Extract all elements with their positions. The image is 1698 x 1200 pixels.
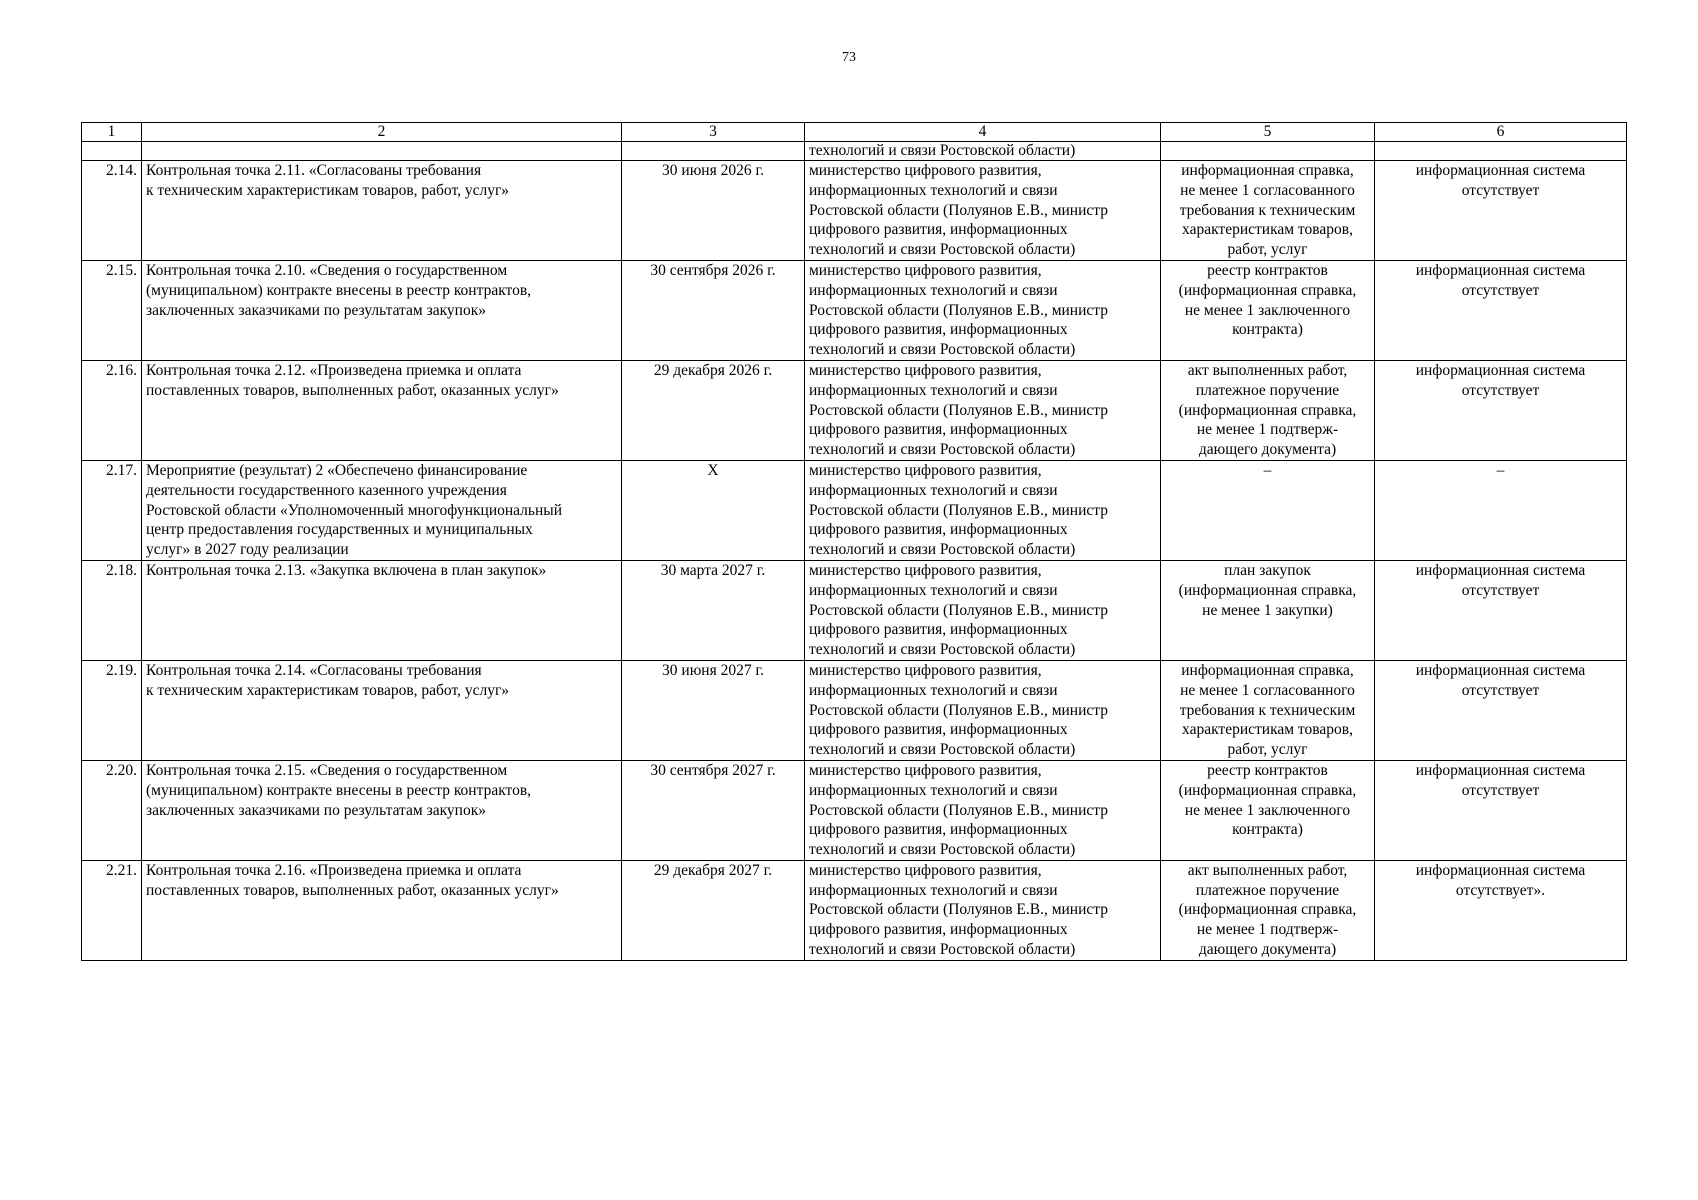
row-name-line: Контрольная точка 2.10. «Сведения о государственном (146, 261, 508, 279)
row-number-cell: 2.15. (82, 260, 142, 360)
table-row (82, 760, 1627, 860)
row-name-cell (142, 460, 622, 560)
row-system-line: отсутствует (1461, 181, 1540, 199)
table-row (82, 660, 1627, 760)
row-name-cell (142, 760, 622, 860)
header-cell-5: 5 (1161, 123, 1375, 142)
row-document-line: работ, услуг (1227, 241, 1308, 259)
table-row (82, 360, 1627, 460)
row-system-line: отсутствует (1461, 281, 1540, 299)
row-system-cell (1375, 460, 1627, 560)
page-number: 73 (842, 50, 856, 65)
continuation-cell-document (1161, 142, 1375, 161)
header-cell-3: 3 (622, 123, 805, 142)
table-row (82, 260, 1627, 360)
row-document-line: работ, услуг (1227, 741, 1308, 759)
row-name-line: Контрольная точка 2.14. «Согласованы требования (146, 661, 482, 679)
row-document-line: акт выполненных работ, (1187, 861, 1348, 879)
row-name-line: (муниципальном) контракте внесены в реестр контрактов, (146, 781, 532, 799)
row-date-cell: 30 июня 2027 г. (622, 660, 805, 760)
row-name-line: Мероприятие (результат) 2 «Обеспечено финансирование (146, 461, 528, 479)
row-responsible-line: информационных технологий и связи (809, 381, 1058, 399)
row-date-cell: 30 июня 2026 г. (622, 161, 805, 261)
row-responsible-line: технологий и связи Ростовской области) (809, 341, 1076, 359)
row-name-line: поставленных товаров, выполненных работ, оказанных услуг» (146, 881, 559, 899)
continuation-cell-num (82, 142, 142, 161)
continuation-line: технологий и связи Ростовской области) (809, 142, 1076, 159)
row-system-line: отсутствует (1461, 581, 1540, 599)
table-row (82, 860, 1627, 960)
row-responsible-line: Ростовской области (Полуянов Е.В., министр (809, 701, 1108, 719)
row-responsible-line: Ростовской области (Полуянов Е.В., министр (809, 901, 1108, 919)
row-number-cell: 2.20. (82, 760, 142, 860)
row-document-cell (1161, 560, 1375, 660)
row-responsible-line: Ростовской области (Полуянов Е.В., министр (809, 501, 1108, 519)
row-name-cell (142, 560, 622, 660)
row-document-line: контракта) (1232, 321, 1303, 339)
row-system-line: информационная система (1415, 561, 1586, 579)
row-system-line: информационная система (1415, 162, 1586, 179)
row-name-line: Контрольная точка 2.13. «Закупка включена в план закупок» (146, 561, 547, 579)
row-document-line: не менее 1 заключенного (1184, 301, 1351, 319)
row-document-line: требования к техническим (1179, 701, 1356, 719)
row-responsible-line: министерство цифрового развития, (809, 461, 1042, 479)
row-date-cell: Х (622, 460, 805, 560)
row-name-line: Контрольная точка 2.15. «Сведения о государственном (146, 761, 508, 779)
row-responsible-line: цифрового развития, информационных (809, 921, 1068, 939)
row-name-line: (муниципальном) контракте внесены в реестр контрактов, (146, 281, 532, 299)
row-document-line: не менее 1 подтверж- (1196, 421, 1339, 439)
row-document-cell (1161, 260, 1375, 360)
row-system-cell (1375, 260, 1627, 360)
row-name-cell (142, 260, 622, 360)
continuation-cell-system (1375, 142, 1627, 161)
row-responsible-line: Ростовской области (Полуянов Е.В., министр (809, 301, 1108, 319)
row-name-cell (142, 360, 622, 460)
row-document-line: (информационная справка, (1178, 401, 1357, 419)
row-document-cell (1161, 660, 1375, 760)
row-name-line: поставленных товаров, выполненных работ, оказанных услуг» (146, 381, 559, 399)
row-number-cell: 2.18. (82, 560, 142, 660)
row-system-cell (1375, 760, 1627, 860)
row-system-line: отсутствует (1461, 781, 1540, 799)
row-responsible-line: технологий и связи Ростовской области) (809, 841, 1076, 859)
row-date-cell: 30 сентября 2026 г. (622, 260, 805, 360)
row-responsible-line: информационных технологий и связи (809, 281, 1058, 299)
table-row (82, 161, 1627, 261)
continuation-cell-name (142, 142, 622, 161)
control-points-table (81, 122, 1627, 961)
row-number-cell: 2.16. (82, 360, 142, 460)
row-responsible-line: министерство цифрового развития, (809, 261, 1042, 279)
row-responsible-line: цифрового развития, информационных (809, 721, 1068, 739)
row-document-line: план закупок (1224, 561, 1311, 579)
row-responsible-line: цифрового развития, информационных (809, 421, 1068, 439)
row-responsible-line: министерство цифрового развития, (809, 162, 1042, 179)
row-responsible-line: технологий и связи Ростовской области) (809, 741, 1076, 759)
row-document-line: (информационная справка, (1178, 781, 1357, 799)
table-rows (82, 161, 1627, 961)
row-number-cell: 2.21. (82, 860, 142, 960)
header-cell-2: 2 (142, 123, 622, 142)
row-responsible-cell (805, 260, 1161, 360)
row-responsible-line: цифрового развития, информационных (809, 321, 1068, 339)
row-document-line: информационная справка, (1181, 661, 1354, 679)
row-date-cell: 29 декабря 2027 г. (622, 860, 805, 960)
row-document-line: информационная справка, (1181, 162, 1354, 179)
row-name-line: Контрольная точка 2.16. «Произведена приемка и оплата (146, 861, 522, 879)
row-document-line: (информационная справка, (1178, 901, 1357, 919)
row-system-line: – (1496, 461, 1505, 479)
row-document-line: акт выполненных работ, (1187, 361, 1348, 379)
row-responsible-cell (805, 660, 1161, 760)
row-date-cell: 30 марта 2027 г. (622, 560, 805, 660)
row-document-cell (1161, 460, 1375, 560)
row-document-line: (информационная справка, (1178, 581, 1357, 599)
row-responsible-line: технологий и связи Ростовской области) (809, 641, 1076, 659)
row-system-line: информационная система (1415, 361, 1586, 379)
row-name-line: Ростовской области «Уполномоченный многофункциональный (146, 501, 562, 519)
row-responsible-line: Ростовской области (Полуянов Е.В., министр (809, 201, 1108, 219)
row-document-line: платежное поручение (1195, 881, 1340, 899)
row-responsible-cell (805, 161, 1161, 261)
row-responsible-cell (805, 860, 1161, 960)
row-system-line: информационная система (1415, 261, 1586, 279)
row-name-line: заключенных заказчиками по результатам закупок» (146, 301, 486, 319)
row-document-line: дающего документа) (1198, 441, 1337, 459)
row-responsible-line: министерство цифрового развития, (809, 561, 1042, 579)
continuation-cell-responsible (805, 142, 1161, 161)
row-responsible-line: цифрового развития, информационных (809, 221, 1068, 239)
row-responsible-line: информационных технологий и связи (809, 681, 1058, 699)
row-document-line: (информационная справка, (1178, 281, 1357, 299)
row-document-cell (1161, 760, 1375, 860)
row-system-cell (1375, 860, 1627, 960)
row-document-line: – (1263, 461, 1272, 479)
row-responsible-line: министерство цифрового развития, (809, 861, 1042, 879)
row-number-cell: 2.17. (82, 460, 142, 560)
continuation-row (82, 142, 1627, 161)
header-cell-1: 1 (82, 123, 142, 142)
row-responsible-cell (805, 760, 1161, 860)
row-name-line: заключенных заказчиками по результатам закупок» (146, 801, 486, 819)
row-document-cell (1161, 360, 1375, 460)
header-cell-4: 4 (805, 123, 1161, 142)
row-document-line: характеристикам товаров, (1182, 221, 1353, 239)
row-responsible-line: информационных технологий и связи (809, 481, 1058, 499)
row-responsible-line: цифрового развития, информационных (809, 821, 1068, 839)
row-document-line: не менее 1 согласованного (1180, 181, 1355, 199)
row-system-cell (1375, 161, 1627, 261)
row-system-line: информационная система (1415, 861, 1586, 879)
row-number-cell: 2.14. (82, 161, 142, 261)
row-name-cell (142, 860, 622, 960)
row-document-line: реестр контрактов (1207, 261, 1328, 279)
row-document-cell (1161, 860, 1375, 960)
continuation-cell-date (622, 142, 805, 161)
row-system-cell (1375, 360, 1627, 460)
row-document-line: контракта) (1232, 821, 1303, 839)
row-document-line: не менее 1 согласованного (1180, 681, 1355, 699)
row-name-line: деятельности государственного казенного учреждения (146, 481, 507, 499)
row-responsible-line: Ростовской области (Полуянов Е.В., министр (809, 401, 1108, 419)
row-document-line: платежное поручение (1195, 381, 1340, 399)
row-name-line: центр предоставления государственных и муниципальных (146, 521, 533, 539)
row-responsible-line: технологий и связи Ростовской области) (809, 441, 1076, 459)
row-responsible-line: информационных технологий и связи (809, 881, 1058, 899)
row-responsible-line: Ростовской области (Полуянов Е.В., министр (809, 801, 1108, 819)
row-number-cell: 2.19. (82, 660, 142, 760)
row-responsible-line: министерство цифрового развития, (809, 661, 1042, 679)
row-system-line: отсутствует (1461, 681, 1540, 699)
row-date-cell: 30 сентября 2027 г. (622, 760, 805, 860)
row-system-line: отсутствует». (1455, 881, 1546, 899)
row-responsible-cell (805, 560, 1161, 660)
row-name-cell (142, 161, 622, 261)
row-document-line: реестр контрактов (1207, 761, 1328, 779)
row-system-line: информационная система (1415, 661, 1586, 679)
row-system-line: информационная система (1415, 761, 1586, 779)
row-document-line: дающего документа) (1198, 941, 1337, 959)
row-document-line: не менее 1 подтверж- (1196, 921, 1339, 939)
header-row (82, 123, 1627, 142)
row-responsible-line: информационных технологий и связи (809, 581, 1058, 599)
row-responsible-line: информационных технологий и связи (809, 781, 1058, 799)
row-responsible-line: информационных технологий и связи (809, 181, 1058, 199)
row-responsible-line: цифрового развития, информационных (809, 521, 1068, 539)
row-responsible-cell (805, 360, 1161, 460)
row-name-line: к техническим характеристикам товаров, работ, услуг» (146, 681, 510, 699)
row-name-line: к техническим характеристикам товаров, работ, услуг» (146, 181, 510, 199)
row-system-line: отсутствует (1461, 381, 1540, 399)
row-document-line: характеристикам товаров, (1182, 721, 1353, 739)
row-name-line: Контрольная точка 2.11. «Согласованы требования (146, 162, 482, 179)
row-document-cell (1161, 161, 1375, 261)
row-document-line: требования к техническим (1179, 201, 1356, 219)
row-responsible-line: Ростовской области (Полуянов Е.В., министр (809, 601, 1108, 619)
row-responsible-cell (805, 460, 1161, 560)
row-responsible-line: технологий и связи Ростовской области) (809, 541, 1076, 559)
row-responsible-line: технологий и связи Ростовской области) (809, 241, 1076, 259)
row-name-line: услуг» в 2027 году реализации (146, 541, 349, 559)
table-row (82, 460, 1627, 560)
row-document-line: не менее 1 заключенного (1184, 801, 1351, 819)
header-cell-6: 6 (1375, 123, 1627, 142)
row-system-cell (1375, 560, 1627, 660)
row-name-line: Контрольная точка 2.12. «Произведена приемка и оплата (146, 361, 522, 379)
row-responsible-line: цифрового развития, информационных (809, 621, 1068, 639)
row-responsible-line: технологий и связи Ростовской области) (809, 941, 1076, 959)
row-document-line: не менее 1 закупки) (1202, 601, 1333, 619)
row-responsible-line: министерство цифрового развития, (809, 361, 1042, 379)
table-row (82, 560, 1627, 660)
row-responsible-line: министерство цифрового развития, (809, 761, 1042, 779)
row-date-cell: 29 декабря 2026 г. (622, 360, 805, 460)
row-system-cell (1375, 660, 1627, 760)
row-name-cell (142, 660, 622, 760)
